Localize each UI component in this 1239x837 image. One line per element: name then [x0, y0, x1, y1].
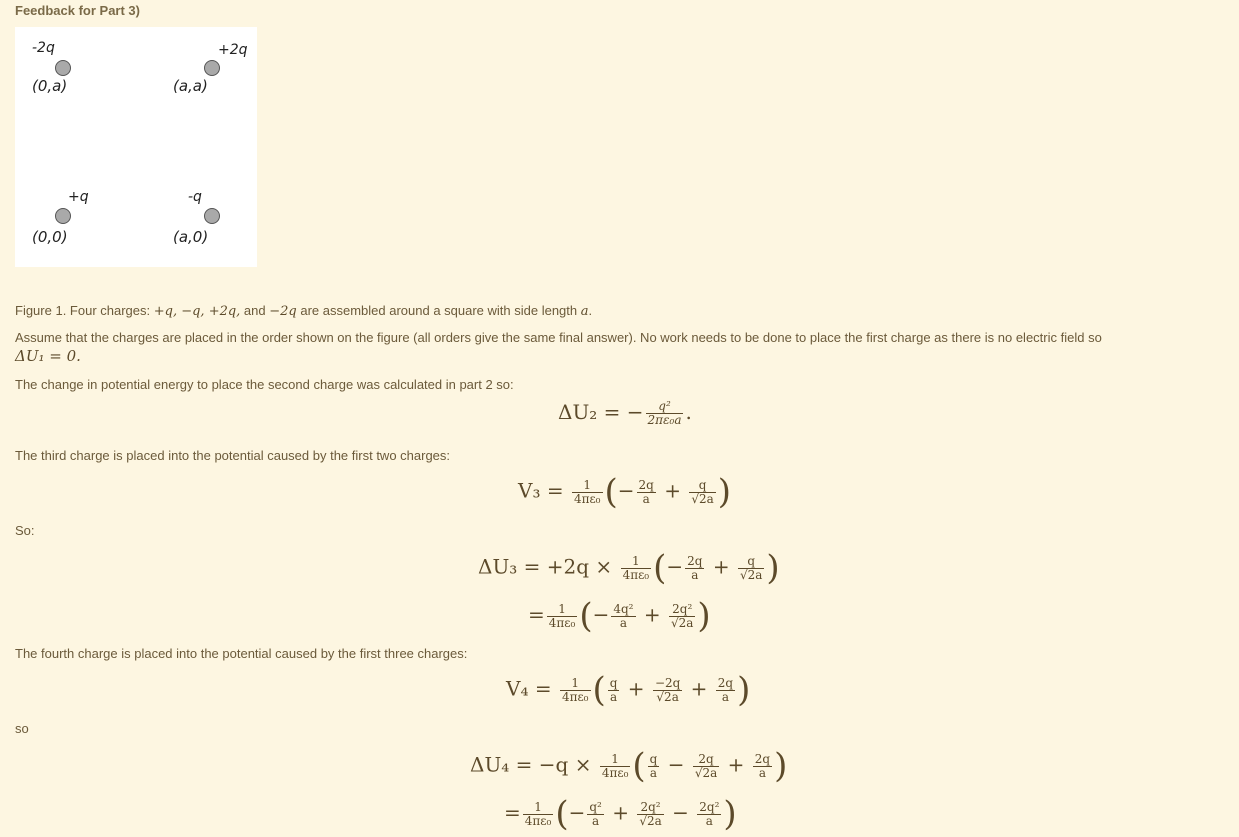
- charge-circle: [204, 208, 220, 224]
- caption-text: Figure 1. Four charges:: [15, 303, 154, 318]
- charge-coord: (0,a): [32, 77, 68, 95]
- equation-V4: V₄ = $\frac{1}{\text{4πε₀}}$ ( $\frac{q}{a}$ + $\frac{-2q}{√2a}$ + $\frac{2q}{a}$ ): [506, 670, 751, 710]
- charge-label: -q: [188, 189, 202, 205]
- assume-paragraph: [15, 329, 1215, 366]
- fourth-charge-text: The fourth charge is placed into the potential caused by the first three charges:: [15, 646, 468, 661]
- eq-fraction: $\frac{2q}{a}$: [754, 751, 771, 780]
- assume-text: Assume that the charges are placed in the order shown on the figure (all orders give the same final answer). No work needs to be done to place the first charge as there is no electric field so: [15, 330, 1102, 345]
- eq-lhs: ΔU₄ = −q ×: [470, 752, 592, 777]
- second-charge-text: The change in potential energy to place the second charge was calculated in part 2 so:: [15, 377, 514, 392]
- charge-coord: (a,a): [173, 77, 208, 95]
- eq-lhs: ΔU₃ = +2q ×: [478, 554, 613, 579]
- caption-text: and: [240, 303, 270, 318]
- feedback-heading: Feedback for Part 3): [15, 3, 140, 18]
- caption-math: a: [580, 304, 589, 319]
- eq-fraction: $\frac{\text{q²}}{\text{2πε₀a}}$: [647, 399, 682, 427]
- charge-coord: (a,0): [173, 228, 209, 246]
- caption-text: are assembled around a square with side length: [296, 303, 581, 318]
- eq-fraction: $\frac{1}{\text{4πε₀}}$: [548, 601, 576, 630]
- eq-lhs: ΔU₂ = −: [558, 400, 644, 424]
- caption-text: .: [588, 303, 593, 318]
- equation-dU4-line2: = $\frac{1}{\text{4πε₀}}$ (− $\frac{\text{q²}}{a}$ + $\frac{\text{2q²}}{√2a}$ − $\frac{\text{2q²}}{a}$ ): [504, 794, 737, 834]
- so-text-1: So:: [15, 523, 35, 538]
- eq-end: .: [685, 400, 692, 424]
- eq-fraction: $\frac{-2q}{√2a}$: [654, 675, 681, 704]
- eq-fraction: $\frac{q}{a}$: [649, 751, 658, 780]
- eq-fraction: $\frac{1}{\text{4πε₀}}$: [524, 799, 552, 828]
- equation-dU3-line1: ΔU₃ = +2q × $\frac{1}{\text{4πε₀}}$ (− $\frac{2q}{a}$ + $\frac{q}{√2a}$ ): [478, 548, 780, 588]
- eq-fraction: $\frac{q}{a}$: [609, 675, 618, 704]
- eq-fraction: $\frac{\text{2q²}}{√2a}$: [670, 601, 694, 630]
- caption-math: −2q: [269, 304, 297, 319]
- eq-fraction: $\frac{1}{\text{4πε₀}}$: [601, 751, 629, 780]
- eq-fraction: $\frac{\text{q²}}{a}$: [589, 799, 602, 828]
- eq-fraction: $\frac{2q}{a}$: [717, 675, 734, 704]
- charge-coord: (0,0): [32, 228, 68, 246]
- eq-lhs: V₄ =: [506, 676, 552, 701]
- eq-fraction: $\frac{q}{√2a}$: [739, 553, 763, 582]
- eq-fraction: $\frac{2q}{√2a}$: [694, 751, 718, 780]
- equation-V3: V₃ = $\frac{1}{\text{4πε₀}}$ (− $\frac{2q}{a}$ + $\frac{q}{√2a}$ ): [518, 472, 732, 512]
- so-text-2: so: [15, 721, 29, 736]
- eq-fraction: $\frac{1}{\text{4πε₀}}$: [622, 553, 650, 582]
- charge-label: +2q: [218, 42, 248, 58]
- eq-fraction: $\frac{\text{4q²}}{a}$: [613, 601, 634, 630]
- eq-fraction: $\frac{2q}{a}$: [687, 553, 703, 582]
- charge-label: -2q: [32, 40, 55, 56]
- equation-dU3-line2: = $\frac{1}{\text{4πε₀}}$ (− $\frac{\text{4q²}}{a}$ + $\frac{\text{2q²}}{√2a}$ ): [528, 596, 711, 636]
- eq-fraction: $\frac{\text{2q²}}{a}$: [699, 799, 720, 828]
- caption-math: +q, −q, +2q,: [153, 304, 241, 319]
- third-charge-text: The third charge is placed into the potential caused by the first two charges:: [15, 448, 451, 463]
- equation-dU4-line1: ΔU₄ = −q × $\frac{1}{\text{4πε₀}}$ ( $\frac{q}{a}$ − $\frac{2q}{√2a}$ + $\frac{2q}{a}$ ): [470, 746, 788, 786]
- eq-fraction: $\frac{2q}{a}$: [638, 477, 654, 506]
- eq-fraction: $\frac{\text{2q²}}{√2a}$: [639, 799, 662, 828]
- charge-circle: [204, 60, 220, 76]
- equation-dU2: [558, 400, 692, 427]
- assume-math: ΔU₁ = 0.: [15, 347, 81, 365]
- charge-label: +q: [68, 189, 89, 205]
- eq-lhs: V₃ =: [518, 478, 564, 503]
- charge-circle: [55, 208, 71, 224]
- figure-caption: [15, 302, 592, 321]
- eq-fraction: $\frac{1}{\text{4πε₀}}$: [573, 477, 601, 506]
- eq-fraction: $\frac{1}{\text{4πε₀}}$: [561, 675, 589, 704]
- eq-fraction: $\frac{q}{√2a}$: [691, 477, 714, 506]
- charge-circle: [55, 60, 71, 76]
- charge-figure: [15, 27, 257, 267]
